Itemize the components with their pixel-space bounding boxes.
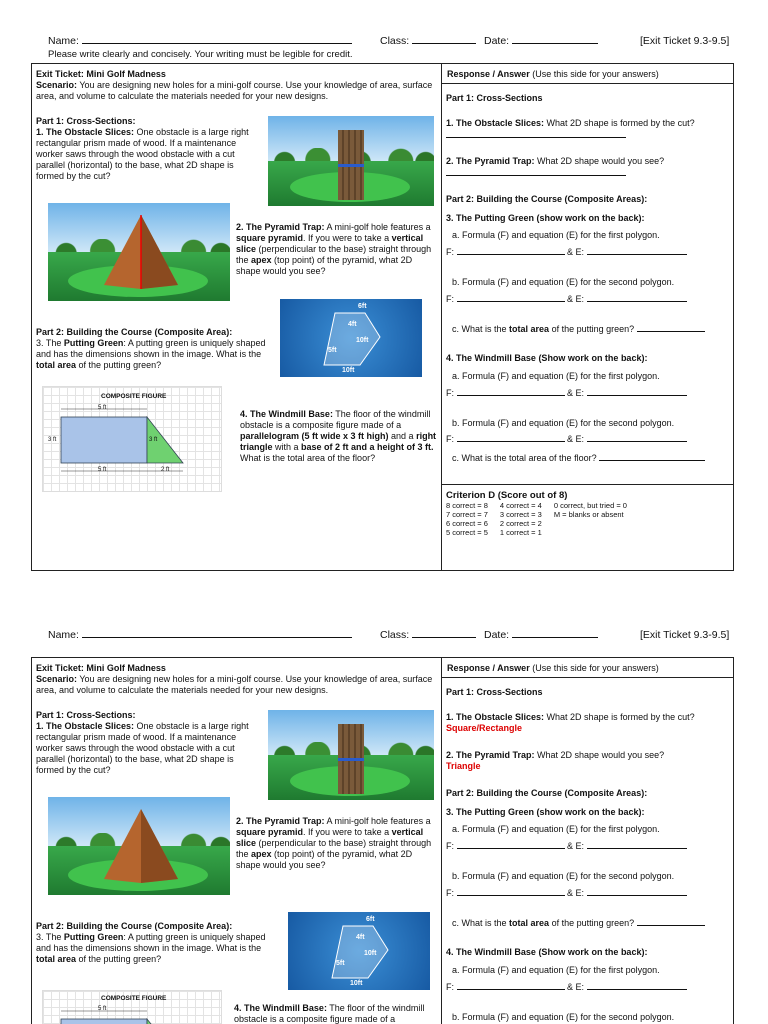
response-q3a-2: a. Formula (F) and equation (E) for the first polygon. (452, 824, 660, 834)
part1-question1-2: Part 1: Cross-Sections: 1. The Obstacle Slices: One obstacle is a large right rectangular prism made of wood. If a maintenance worker saws through the wood obstacle with a cut parallel (horizontal) to the base, what 2D shape is formed by the cut? (36, 710, 249, 775)
obstacle-photo (268, 116, 434, 206)
response-q3a-fields[interactable]: F: & E: (446, 247, 687, 258)
criterion-table: 8 correct = 8 4 correct = 4 0 correct, but tried = 0 7 correct = 7 3 correct = 3 M = blanks or absent 6 correct = 6 2 correct = 2 5 correct = 5 1 correct = 1 (446, 501, 627, 537)
composite-figure-diagram-2: COMPOSITE FIGURE 5 ft (42, 990, 222, 1024)
pyramid-icon-2 (104, 809, 178, 883)
pyramid-icon (104, 215, 178, 289)
answer-q1: Square/Rectangle (446, 722, 523, 733)
part1-question2: 2. The Pyramid Trap: A mini-golf hole features a square pyramid. If you were to take a vertical slice (perpendicular to the base) straight through the apex (top point) of the pyramid, what 2D shape would you see? (236, 222, 432, 276)
response-q3a-fields-2[interactable]: F: & E: (446, 841, 687, 852)
response-q2-2: 2. The Pyramid Trap: What 2D shape would you see? Triangle (446, 750, 665, 771)
response-q2[interactable]: 2. The Pyramid Trap: What 2D shape would you see? (446, 156, 732, 179)
scenario: Scenario: You are designing new holes for a mini-golf course. Use your knowledge of area, surface area, and volume to calculate the materials needed for your new designs. (36, 80, 433, 101)
response-q1[interactable]: 1. The Obstacle Slices: What 2D shape is formed by the cut? (446, 118, 732, 141)
response-part2-title-2: Part 2: Building the Course (Composite Areas): (446, 788, 648, 798)
response-q4-title: 4. The Windmill Base (Show work on the back): (446, 353, 648, 363)
pyramid-photo-2 (48, 797, 230, 895)
date-field[interactable]: Date: (484, 35, 598, 48)
exit-ticket-sheet-2 (31, 657, 734, 1024)
response-q4a-fields-2[interactable]: F: & E: (446, 982, 687, 993)
ticket-title: Exit Ticket: Mini Golf Madness (36, 69, 166, 79)
putting-green-diagram: 6ft 4ft 10ft 5ft 10ft (280, 299, 422, 377)
response-part1-title: Part 1: Cross-Sections (446, 93, 543, 103)
part2-question3: Part 2: Building the Course (Composite Area): 3. The Putting Green: A putting green is uniquely shaped and has the dimensions shown in the image. What is the total area of the putting green? (36, 327, 266, 370)
class-field-2[interactable]: Class: (380, 629, 476, 642)
ticket-title-2: Exit Ticket: Mini Golf Madness (36, 663, 166, 673)
obstacle-photo-2 (268, 710, 434, 800)
part2-question3-2: Part 2: Building the Course (Composite Area): 3. The Putting Green: A putting green is uniquely shaped and has the dimensions shown in the image. What is the total area of the putting green? (36, 921, 266, 964)
name-field-2[interactable]: Name: (48, 629, 352, 642)
response-q3c-2[interactable]: c. What is the total area of the putting green? (452, 918, 705, 929)
response-q4a-2: a. Formula (F) and equation (E) for the first polygon. (452, 965, 660, 975)
response-q4a: a. Formula (F) and equation (E) for the first polygon. (452, 371, 660, 381)
response-q3b-2: b. Formula (F) and equation (E) for the second polygon. (452, 871, 675, 881)
response-q4a-fields[interactable]: F: & E: (446, 388, 687, 399)
response-header: Response / Answer (Use this side for your answers) (442, 64, 733, 84)
ticket-label: [Exit Ticket 9.3-9.5] (640, 35, 730, 47)
response-part1-title-2: Part 1: Cross-Sections (446, 687, 543, 697)
response-q3-title-2: 3. The Putting Green (show work on the back): (446, 807, 645, 817)
response-q4b-fields[interactable]: F: & E: (446, 434, 687, 445)
answer-q2: Triangle (446, 760, 481, 771)
criterion-title: Criterion D (Score out of 8) (446, 490, 568, 501)
exit-ticket-sheet (31, 63, 734, 571)
response-q3a: a. Formula (F) and equation (E) for the first polygon. (452, 230, 660, 240)
response-q3b-fields[interactable]: F: & E: (446, 294, 687, 305)
response-q3-title: 3. The Putting Green (show work on the back): (446, 213, 645, 223)
pyramid-photo (48, 203, 230, 301)
date-field-2[interactable]: Date: (484, 629, 598, 642)
response-q3c[interactable]: c. What is the total area of the putting green? (452, 324, 705, 335)
part1-question2-2: 2. The Pyramid Trap: A mini-golf hole features a square pyramid. If you were to take a vertical slice (perpendicular to the base) straight through the apex (top point) of the pyramid, what 2D shape would you see? (236, 816, 432, 870)
response-q3b-fields-2[interactable]: F: & E: (446, 888, 687, 899)
part1-question1: Part 1: Cross-Sections: 1. The Obstacle Slices: One obstacle is a large right rectangular prism made of wood. If a maintenance worker saws through the wood obstacle with a cut parallel (horizontal) to the base, what 2D shape is formed by the cut? (36, 116, 249, 181)
name-field[interactable]: Name: (48, 35, 352, 48)
response-q4c[interactable]: c. What is the total area of the floor? (452, 453, 705, 464)
scenario-2: Scenario: You are designing new holes for a mini-golf course. Use your knowledge of area, surface area, and volume to calculate the materials needed for your new designs. (36, 674, 433, 695)
part2-question4-2: 4. The Windmill Base: The floor of the windmill obstacle is a composite figure made of a (234, 1003, 425, 1024)
response-q4b-2: b. Formula (F) and equation (E) for the second polygon. (452, 1012, 675, 1022)
response-q1-2: 1. The Obstacle Slices: What 2D shape is formed by the cut? Square/Rectangle (446, 712, 695, 733)
instructions: Please write clearly and concisely. Your writing must be legible for credit. (48, 49, 353, 60)
part2-question4: 4. The Windmill Base: The floor of the windmill obstacle is a composite figure made of a parallelogram (5 ft wide x 3 ft high) and a right triangle with a base of 2 ft and a height of 3 ft. What is the total area of the floor? (240, 409, 437, 463)
composite-figure-diagram: COMPOSITE FIGURE 5 ft 3 ft 3 ft 5 ft 2 ft (42, 386, 222, 492)
ticket-label-2: [Exit Ticket 9.3-9.5] (640, 629, 730, 641)
response-q3b: b. Formula (F) and equation (E) for the second polygon. (452, 277, 675, 287)
response-q4b: b. Formula (F) and equation (E) for the second polygon. (452, 418, 675, 428)
response-part2-title: Part 2: Building the Course (Composite Areas): (446, 194, 648, 204)
class-field[interactable]: Class: (380, 35, 476, 48)
response-header-2: Response / Answer (Use this side for your answers) (442, 658, 733, 678)
putting-green-diagram-2: 6ft 4ft 10ft 5ft 10ft (288, 912, 430, 990)
response-q4-title-2: 4. The Windmill Base (Show work on the back): (446, 947, 648, 957)
